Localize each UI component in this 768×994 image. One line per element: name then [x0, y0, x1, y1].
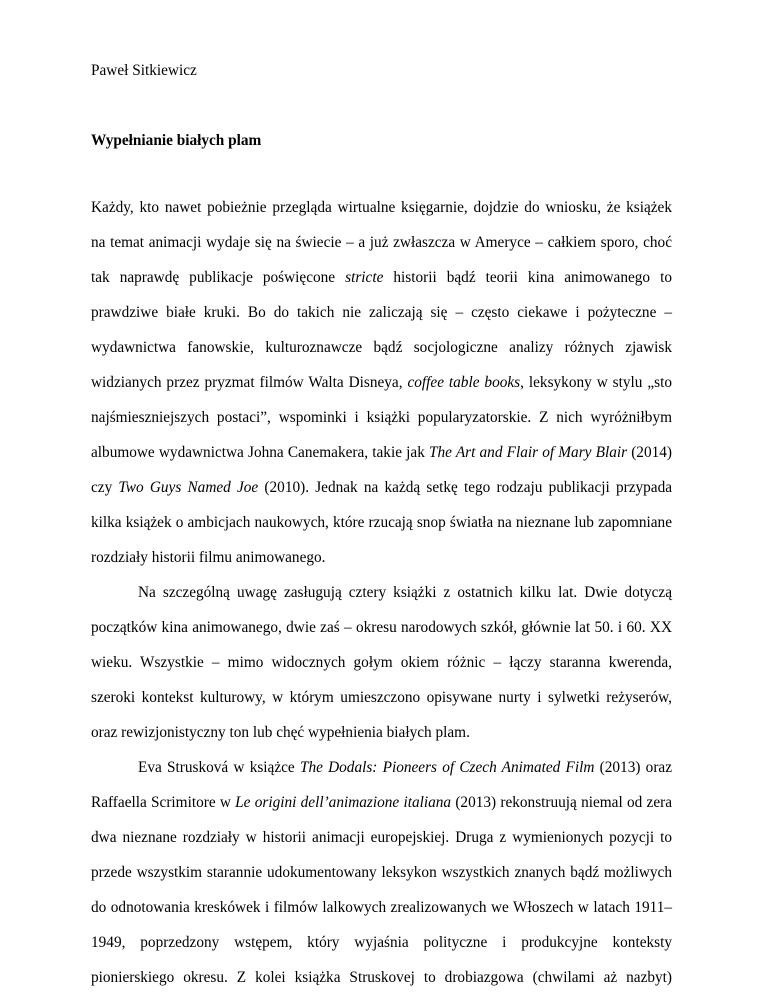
author-name: Paweł Sitkiewicz — [91, 62, 197, 79]
paragraph-3-line: Raffaella Scrimitore w Le origini dell’animazione italiana (2013) rekonstruują niemal od zera — [91, 794, 672, 811]
book-title: Two Guys Named Joe — [118, 479, 259, 496]
paragraph-1-line: prawdziwe białe kruki. Bo do takich nie zaliczają się – często ciekawe i pożyteczne – — [91, 304, 672, 321]
paragraph-2-line: szeroki kontekst kulturowy, w którym umieszczono opisywane nurty i sylwetki reżyserów, — [91, 689, 672, 706]
paragraph-3-line: przede wszystkim starannie udokumentowany leksykon wszystkich znanych bądź możliwych — [91, 864, 672, 881]
paragraph-3-line: do odnotowania kreskówek i filmów lalkowych zrealizowanych we Włoszech w latach 1911– — [91, 899, 672, 916]
paragraph-1-line: Każdy, kto nawet pobieżnie przegląda wirtualne księgarnie, dojdzie do wniosku, że książek — [91, 199, 672, 216]
book-title: The Art and Flair of Mary Blair — [429, 444, 628, 461]
paragraph-1-line: kilka książek o ambicjach naukowych, które rzucają snop światła na nieznane lub zapomniane — [91, 514, 672, 531]
paragraph-1-line: najśmieszniejszych postaci”, wspominki i książki popularyzatorskie. Z nich wyróżniłbym — [91, 409, 672, 426]
italic-term: coffee table books — [407, 374, 521, 391]
paragraph-2-line: oraz rewizjonistyczny ton lub chęć wypełnienia białych plam. — [91, 724, 470, 741]
paragraph-1-line: na temat animacji wydaje się na świecie – a już zwłaszcza w Ameryce – całkiem sporo, choć — [91, 234, 672, 251]
paragraph-2-line: wieku. Wszystkie – mimo widocznych gołym okiem różnic – łączy staranna kwerenda, — [91, 654, 672, 671]
paragraph-1-line: albumowe wydawnictwa Johna Canemakera, takie jak The Art and Flair of Mary Blair (2014) — [91, 444, 672, 461]
book-title: The Dodals: Pioneers of Czech Animated Film — [299, 759, 595, 776]
paragraph-3-line: dwa nieznane rozdziały w historii animacji europejskiej. Druga z wymienionych pozycji to — [91, 829, 672, 846]
paragraph-2-line: początków kina animowanego, dwie zaś – okresu narodowych szkół, głównie lat 50. i 60. XX — [91, 619, 672, 636]
italic-term: stricte — [345, 269, 384, 286]
paragraph-1-line: tak naprawdę publikacje poświęcone stricte historii bądź teorii kina animowanego to — [91, 269, 672, 286]
paragraph-3-line: 1949, poprzedzony wstępem, który wyjaśnia polityczne i produkcyjne konteksty — [91, 934, 672, 951]
paragraph-1-line: rozdziały historii filmu animowanego. — [91, 549, 326, 566]
book-title: Le origini dell’animazione italiana — [235, 794, 452, 811]
paragraph-3-line: pionierskiego okresu. Z kolei książka Struskovej to drobiazgowa (chwilami aż nazbyt) — [91, 969, 672, 986]
paragraph-1-line: widzianych przez pryzmat filmów Walta Disneya, coffee table books, leksykony w stylu „sto — [91, 374, 672, 391]
article-title: Wypełnianie białych plam — [91, 132, 262, 149]
paragraph-1-line: wydawnictwa fanowskie, kulturoznawcze bądź socjologiczne analizy różnych zjawisk — [91, 339, 672, 356]
paragraph-1-line: czy Two Guys Named Joe (2010). Jednak na każdą setkę tego rodzaju publikacji przypada — [91, 479, 673, 496]
paragraph-2-line: Na szczególną uwagę zasługują cztery książki z ostatnich kilku lat. Dwie dotyczą — [138, 584, 672, 601]
paragraph-3-line: Eva Strusková w książce The Dodals: Pioneers of Czech Animated Film (2013) oraz — [138, 759, 672, 776]
